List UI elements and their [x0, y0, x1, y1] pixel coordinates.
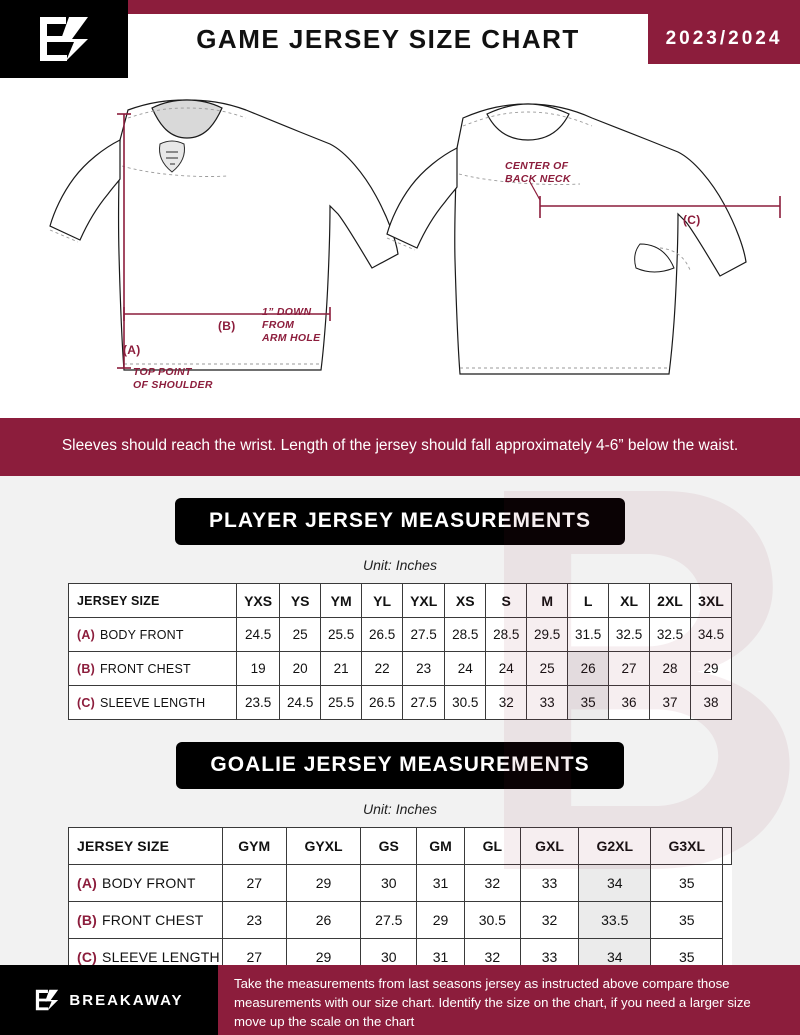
measure-code-b: (B) [77, 912, 98, 929]
player-size-header: YXS [237, 584, 280, 618]
measure-name-c: SLEEVE LENGTH [102, 949, 220, 966]
goalie-size-header: G3XL [651, 828, 723, 865]
player-size-header: M [527, 584, 568, 618]
cell: 26.5 [362, 618, 403, 652]
cell: 25 [527, 652, 568, 686]
spacer-cell [723, 902, 732, 939]
cell: 37 [650, 686, 691, 720]
note-arm-hole: 1” DOWN FROM ARM HOLE [262, 306, 321, 345]
cell: 31 [417, 939, 465, 976]
goalie-size-header: GL [464, 828, 520, 865]
player-size-header: 3XL [691, 584, 732, 618]
measure-code-a: (A) [77, 627, 95, 642]
goalie-size-header: GS [361, 828, 417, 865]
goalie-measurements-table [68, 827, 732, 976]
goalie-section-title: GOALIE JERSEY MEASUREMENTS [176, 742, 623, 789]
goalie-row-label [69, 865, 223, 902]
goalie-unit-label: Unit: Inches [363, 801, 437, 818]
goalie-size-header: GYXL [286, 828, 361, 865]
footer-instructions: Take the measurements from last seasons jersey as instructed above compare those measurements with our size chart. Identify the size on the chart, if you need a larger size move up the scale on the chart [218, 965, 800, 1035]
cell: 28.5 [486, 618, 527, 652]
goalie-header-label: JERSEY SIZE [69, 828, 223, 865]
cell: 32 [520, 902, 579, 939]
page-title [128, 14, 648, 64]
player-section-heading [0, 476, 800, 545]
cell: 25 [280, 618, 321, 652]
cell: 33.5 [579, 902, 651, 939]
cell: 30.5 [464, 902, 520, 939]
cell: 33 [520, 865, 579, 902]
cell: 26.5 [362, 686, 403, 720]
cell: 25.5 [321, 618, 362, 652]
season-badge [648, 14, 800, 64]
player-size-header: YS [280, 584, 321, 618]
player-unit-label: Unit: Inches [363, 557, 437, 574]
cell: 32 [464, 865, 520, 902]
player-size-header: S [486, 584, 527, 618]
instruction-banner [0, 418, 800, 476]
player-row-label [69, 652, 237, 686]
cell: 23 [403, 652, 445, 686]
spacer-cell [723, 828, 732, 865]
goalie-size-header: G2XL [579, 828, 651, 865]
cell: 35 [568, 686, 609, 720]
jersey-diagram [0, 78, 800, 418]
cell: 34 [579, 939, 651, 976]
goalie-section-heading [0, 720, 800, 789]
label-c: (C) [683, 213, 701, 227]
player-header-label: JERSEY SIZE [69, 584, 237, 618]
measure-name-b: FRONT CHEST [102, 912, 204, 929]
label-a: (A) [123, 343, 141, 357]
measure-name-b: FRONT CHEST [99, 661, 191, 676]
cell: 21 [321, 652, 362, 686]
cell: 24.5 [237, 618, 280, 652]
table-row [69, 652, 732, 686]
cell: 28.5 [445, 618, 486, 652]
note-top-shoulder: TOP POINT OF SHOULDER [133, 366, 213, 392]
cell: 24 [445, 652, 486, 686]
cell: 30 [361, 865, 417, 902]
jersey-diagram-svg [0, 78, 800, 418]
brand-logo [0, 0, 128, 78]
player-size-header: XL [609, 584, 650, 618]
instruction-banner-text: Sleeves should reach the wrist. Length of the jersey should fall approximately 4-6” below the waist. [61, 437, 739, 454]
cell: 28 [650, 652, 691, 686]
cell: 30.5 [445, 686, 486, 720]
spacer-cell [723, 865, 732, 902]
player-row-label [69, 686, 237, 720]
goalie-size-header: GYM [222, 828, 286, 865]
measure-code-c: (C) [77, 695, 95, 710]
cell: 31.5 [568, 618, 609, 652]
brand-mark-icon [34, 985, 60, 1015]
cell: 33 [527, 686, 568, 720]
cell: 27 [222, 939, 286, 976]
cell: 35 [651, 865, 723, 902]
cell: 32.5 [609, 618, 650, 652]
cell: 26 [568, 652, 609, 686]
cell: 38 [691, 686, 732, 720]
cell: 23 [222, 902, 286, 939]
measure-name-c: SLEEVE LENGTH [99, 695, 206, 710]
page-header [0, 0, 800, 78]
back-jersey-illustration [387, 104, 746, 374]
player-row-label [69, 618, 237, 652]
player-section-title: PLAYER JERSEY MEASUREMENTS [175, 498, 625, 545]
cell: 36 [609, 686, 650, 720]
page-footer [0, 965, 800, 1035]
note-center-back-neck: CENTER OF BACK NECK [505, 160, 571, 186]
cell: 27 [609, 652, 650, 686]
goalie-table-wrap [0, 827, 800, 976]
player-size-header: XS [445, 584, 486, 618]
player-size-header: YL [362, 584, 403, 618]
cell: 26 [286, 902, 361, 939]
player-size-header: 2XL [650, 584, 691, 618]
cell: 32.5 [650, 618, 691, 652]
measure-code-c: (C) [77, 949, 98, 966]
season-text: 2023/2024 [665, 28, 783, 49]
player-size-header: L [568, 584, 609, 618]
cell: 30 [361, 939, 417, 976]
cell: 29 [417, 902, 465, 939]
label-b: (B) [218, 319, 236, 333]
measure-code-b: (B) [77, 661, 95, 676]
cell: 34.5 [691, 618, 732, 652]
goalie-size-header: GXL [520, 828, 579, 865]
cell: 34 [579, 865, 651, 902]
footer-brand-name: BREAKAWAY [69, 991, 184, 1009]
measure-name-a: BODY FRONT [99, 627, 184, 642]
cell: 29 [286, 939, 361, 976]
cell: 29 [286, 865, 361, 902]
measure-name-a: BODY FRONT [102, 875, 196, 892]
table-row [69, 865, 732, 902]
goalie-size-header: GM [417, 828, 465, 865]
cell: 25.5 [321, 686, 362, 720]
player-table-wrap [0, 583, 800, 720]
goalie-row-label [69, 902, 223, 939]
cell: 35 [651, 902, 723, 939]
cell: 29.5 [527, 618, 568, 652]
player-size-header: YXL [403, 584, 445, 618]
table-row [69, 902, 732, 939]
cell: 24 [486, 652, 527, 686]
cell: 27 [222, 865, 286, 902]
player-measurements-table [68, 583, 732, 720]
cell: 20 [280, 652, 321, 686]
cell: 23.5 [237, 686, 280, 720]
cell: 27.5 [361, 902, 417, 939]
table-row [69, 618, 732, 652]
cell: 22 [362, 652, 403, 686]
page-title-text: GAME JERSEY SIZE CHART [196, 23, 580, 54]
cell: 27.5 [403, 686, 445, 720]
cell: 29 [691, 652, 732, 686]
table-row [69, 686, 732, 720]
player-size-header: YM [321, 584, 362, 618]
table-header-row [69, 584, 732, 618]
cell: 32 [464, 939, 520, 976]
measure-code-a: (A) [77, 875, 98, 892]
cell: 24.5 [280, 686, 321, 720]
cell: 35 [651, 939, 723, 976]
table-header-row [69, 828, 732, 865]
cell: 33 [520, 939, 579, 976]
footer-brand [0, 965, 218, 1035]
cell: 32 [486, 686, 527, 720]
cell: 27.5 [403, 618, 445, 652]
cell: 31 [417, 865, 465, 902]
cell: 19 [237, 652, 280, 686]
